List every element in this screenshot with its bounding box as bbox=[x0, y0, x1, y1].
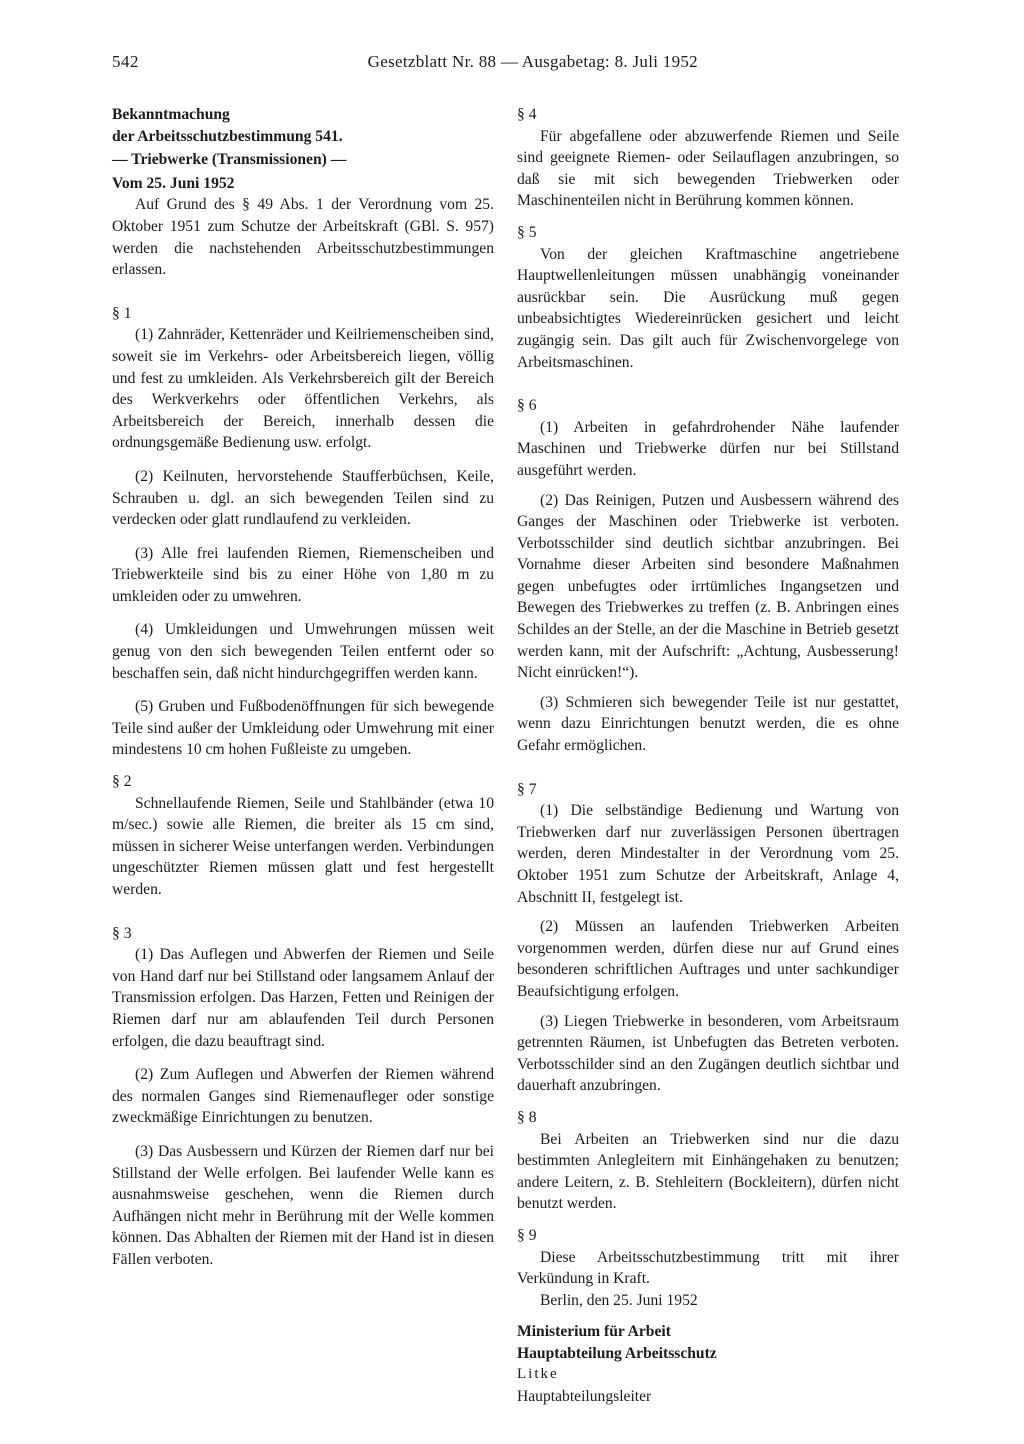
paragraph: (1) Die selbständige Bedienung und Wartung von Triebwerken darf nur zuverlässigen Personen übertragen werden, deren Mindestalter in der Verordnung vom 25. Oktober 1951 zum Schutze der Arbeitskraft, Anlage 4, Abschnitt II, festgelegt ist. bbox=[517, 802, 899, 906]
place-and-date: Berlin, den 25. Juni 1952 bbox=[540, 1291, 698, 1309]
section-heading-1: § 1 bbox=[112, 304, 132, 322]
page-number: 542 bbox=[112, 52, 139, 71]
paragraph: (5) Gruben und Fußbodenöffnungen für sich bewegende Teile sind außer der Umkleidung oder Umwehrung mit einer mindestens 10 cm hohen Fußleiste zu umgeben. bbox=[112, 698, 494, 759]
running-title: Gesetzblatt Nr. 88 — Ausgabetag: 8. Juli 1952 bbox=[367, 52, 698, 71]
paragraph: Bei Arbeiten an Triebwerken sind nur die dazu bestimmten Anlegleitern mit Einhängehaken zu benutzen; andere Leitern, z. B. Stehleitern (Bockleitern), dürfen nicht benutzt werden. bbox=[517, 1130, 899, 1213]
left-column bbox=[112, 104, 494, 1271]
paragraph: (4) Umkleidungen und Umwehrungen müssen weit genug von den sich bewegenden Teilen entfernt oder so beschaffen sein, daß nicht hindurchgegriffen werden kann. bbox=[112, 621, 494, 682]
paragraph: Schnellaufende Riemen, Seile und Stahlbänder (etwa 10 m/sec.) sowie alle Riemen, die breiter als 15 cm sind, müssen in sicherer Weise unterfangen werden. Verbindungen ungeschützter Riemen müssen glatt und fest hergestellt werden. bbox=[112, 794, 494, 898]
signature-name: Litke bbox=[517, 1366, 559, 1383]
paragraph: (2) Müssen an laufenden Triebwerken Arbeiten vorgenommen werden, dürfen diese nur auf Grund eines besonderen schriftlichen Auftrages und unter sachkundiger Beaufsichtigung erfolgen. bbox=[517, 918, 899, 1000]
paragraph: (3) Liegen Triebwerke in besonderen, vom Arbeitsraum getrennten Räumen, ist Unbefugten das Betreten verboten. Verbotsschilder sind an den Zugängen deutlich sichtbar und dauerhaft anzubringen. bbox=[517, 1012, 899, 1095]
paragraph: (2) Zum Auflegen und Abwerfen der Riemen während des normalen Ganges sind Riemenaufleger oder sonstige zweckmäßige Einrichtungen zu benutzen. bbox=[112, 1066, 494, 1127]
section-heading-2: § 2 bbox=[112, 773, 132, 791]
right-column bbox=[517, 104, 899, 1408]
paragraph: (1) Zahnräder, Kettenräder und Keilriemenscheiben sind, soweit sie im Verkehrs- oder Arbeitsbereich liegen, völlig und fest zu umkleiden. Als Verkehrsbereich gilt der Bereich des Werkverkehrs oder öffentlichen Verkehrs, als Arbeitsbereich der Bereich, innerhalb dessen die ordnungsgemäße Bedienung usw. erfolgt. bbox=[112, 326, 494, 452]
paragraph: Diese Arbeitsschutzbestimmung tritt mit ihrer Verkündung in Kraft. bbox=[517, 1248, 899, 1288]
paragraph: (3) Schmieren sich bewegender Teile ist nur gestattet, wenn dazu Einrichtungen benutzt werden, die es ohne Gefahr ermöglichen. bbox=[517, 693, 899, 755]
section-heading-8: § 8 bbox=[517, 1108, 537, 1126]
section-heading-7: § 7 bbox=[517, 780, 537, 798]
section-heading-9: § 9 bbox=[517, 1226, 537, 1244]
section-heading-6: § 6 bbox=[517, 397, 537, 415]
paragraph: (3) Das Ausbessern und Kürzen der Riemen darf nur bei Stillstand der Welle erfolgen. Bei laufender Welle kann es ausnahmsweise geschehen, wenn die Riemen durch Aufhängen nicht mehr in Berührung mit der Welle kommen können. Das Abhalten der Riemen mit der Hand ist in diesen Fällen verboten. bbox=[112, 1142, 494, 1268]
paragraph: (1) Arbeiten in gefahrdrohender Nähe laufender Maschinen und Triebwerke dürfen nur bei Stillstand ausgeführt werden. bbox=[517, 418, 899, 479]
announcement-topic: — Triebwerke (Transmissionen) — bbox=[112, 151, 347, 169]
paragraph: (2) Keilnuten, hervorstehende Staufferbüchsen, Keile, Schrauben u. dgl. an sich bewegenden Teilen sind zu verdecken oder glatt rundlaufend zu verkleiden. bbox=[112, 467, 494, 529]
paragraph: (1) Das Auflegen und Abwerfen der Riemen und Seile von Hand darf nur bei Stillstand oder langsamem Anlauf der Transmission erfolgen. Das Harzen, Fetten und Reinigen der Riemen darf nur am ablaufenden Teil durch Personen erfolgen, die dazu beauftragt sind. bbox=[112, 946, 494, 1050]
signature-role: Hauptabteilungsleiter bbox=[517, 1388, 652, 1406]
signature-ministry: Ministerium für Arbeit bbox=[517, 1323, 671, 1341]
section-heading-5: § 5 bbox=[517, 223, 537, 241]
paragraph: Für abgefallene oder abzuwerfende Riemen und Seile sind geeignete Riemen- oder Seilauflagen anzubringen, so daß sie mit sich bewegenden Triebwerken oder Maschinenteilen nicht in Berührung kommen können. bbox=[517, 127, 899, 210]
paragraph: (2) Das Reinigen, Putzen und Ausbessern während des Ganges der Maschinen oder Triebwerke ist verboten. Verbotsschilder sind deutlich sichtbar anzubringen. Bei Vornahme dieser Arbeiten sind besondere Maßnahmen gegen unbefugtes oder irrtümliches Ingangsetzen und Bewegen des Triebwerkes zu treffen (z. B. Anbringen eines Schildes an der Stelle, an der die Maschine in Betrieb gesetzt werden kann, mit der Aufschrift: „Achtung, Ausbesserung! Nicht einrücken!“). bbox=[517, 491, 899, 682]
intro-paragraph: Auf Grund des § 49 Abs. 1 der Verordnung vom 25. Oktober 1951 zum Schutze der Arbeitskraft (GBl. S. 957) werden die nachstehenden Arbeitsschutzbestimmungen erlassen. bbox=[112, 196, 494, 279]
page-header bbox=[112, 52, 698, 78]
announcement-title: Bekanntmachung bbox=[112, 106, 230, 123]
paragraph: Von der gleichen Kraftmaschine angetriebene Hauptwellenleitungen müssen unabhängig voneinander ausrückbar sein. Die Ausrückung muß gegen unbeabsichtigtes Wiedereinrücken gesichert und leicht zugängig sein. Das gilt auch für Zwischenvorgelege von Arbeitsmaschinen. bbox=[517, 245, 899, 371]
section-heading-3: § 3 bbox=[112, 924, 132, 942]
paragraph: (3) Alle frei laufenden Riemen, Riemenscheiben und Triebwerkteile sind bis zu einer Höhe von 1,80 m zu umkleiden oder zu umwehren. bbox=[112, 544, 494, 605]
section-heading-4: § 4 bbox=[517, 106, 537, 123]
signature-department: Hauptabteilung Arbeitsschutz bbox=[517, 1344, 717, 1362]
announcement-date: Vom 25. Juni 1952 bbox=[112, 174, 235, 192]
announcement-subtitle: der Arbeitsschutzbestimmung 541. bbox=[112, 127, 343, 145]
